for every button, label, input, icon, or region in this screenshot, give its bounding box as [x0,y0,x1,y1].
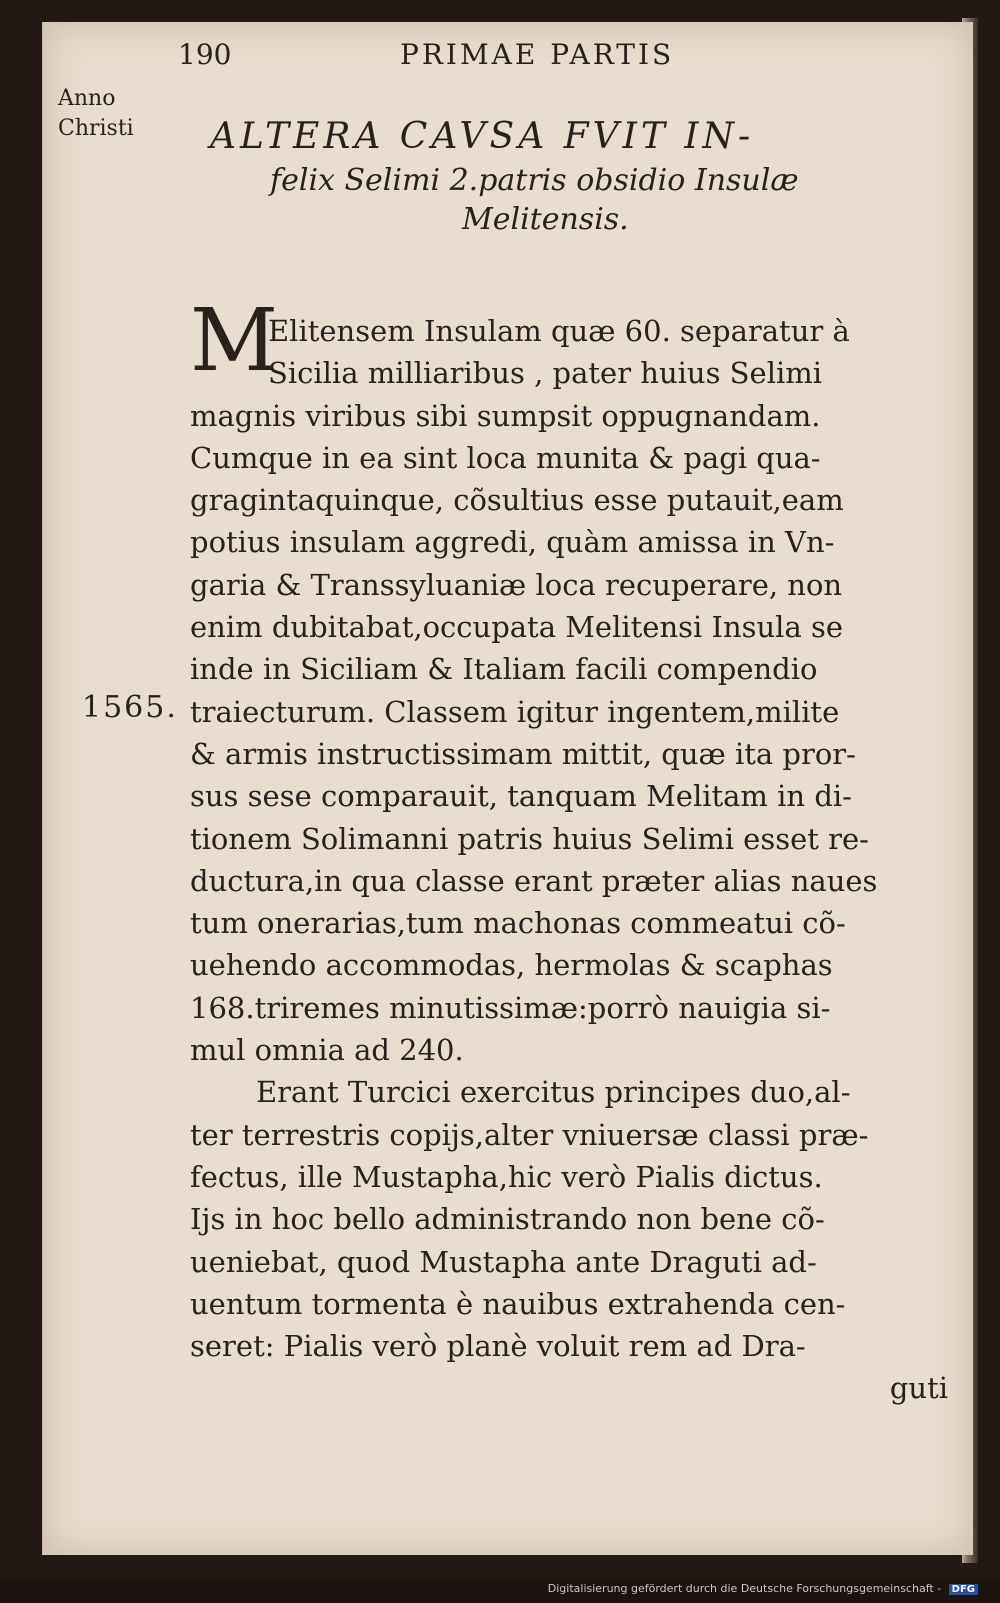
running-title: PRIMAE PARTIS [400,38,675,71]
text-line: traiecturum. Classem igitur ingentem,milite [190,694,840,729]
heading-line-1: ALTERA CAVSA FVIT IN- [210,116,755,157]
text-line: garia & Transsyluaniæ loca recuperare, non [190,567,843,602]
body-text [190,291,960,1410]
dfg-logo: DFG [949,1584,978,1595]
text-line: ductura,in qua classe erant præter alias naues [190,863,878,898]
digitization-credit [548,1582,978,1595]
text-line: gragintaquinque, cõsultius esse putauit,eam [190,483,844,518]
text-line: Elitensem Insulam quæ 60. separatur à [268,314,850,348]
text-line: Ijs in hoc bello administrando non bene cõ- [190,1202,825,1237]
text-line: tionem Solimanni patris huius Selimi esset re- [190,821,869,856]
text-line: magnis viribus sibi sumpsit oppugnandam. [190,398,821,433]
text-line: Cumque in ea sint loca munita & pagi qua- [190,440,821,475]
chapter-heading [210,116,970,237]
text-line: 168.triremes minutissimæ:porrò nauigia si- [190,990,831,1025]
margin-year: 1565. [82,690,178,725]
paragraph-1 [190,291,960,1071]
digitization-text: Digitalisierung gefördert durch die Deutsche Forschungsgemeinschaft - [547,1582,942,1595]
text-line: ueniebat, quod Mustapha ante Draguti ad- [190,1244,817,1279]
text-line: mul omnia ad 240. [190,1033,464,1068]
text-line: potius insulam aggredi, quàm amissa in Vn- [190,525,835,560]
heading-line-2: felix Selimi 2.patris obsidio Insulæ [270,163,799,198]
text-line: Sicilia milliaribus , pater huius Selimi [268,356,823,391]
catchword: guti [889,1371,948,1406]
text-line: sus sese comparauit, tanquam Melitam in di- [190,779,852,814]
text-line: inde in Siciliam & Italiam facili compendio [190,652,818,687]
paragraph-2 [190,1071,960,1409]
drop-cap: M [190,291,279,391]
text-line: uehendo accommodas, hermolas & scaphas [190,948,833,983]
margin-note-anno: Anno [58,86,116,111]
text-line: tum onerarias,tum machonas commeatui cõ- [190,906,846,941]
text-line: ter terrestris copijs,alter vniuersæ classi præ- [190,1117,869,1152]
margin-note-christi: Christi [58,116,134,141]
text-line: & armis instructissimam mittit, quæ ita pror- [190,736,856,771]
text-line: seret: Pialis verò planè voluit rem ad Dra- [190,1329,806,1364]
text-line: Erant Turcici exercitus principes duo,al- [256,1075,851,1110]
page-number: 190 [178,38,232,71]
text-line: fectus, ille Mustapha,hic verò Pialis dictus. [190,1159,823,1194]
text-line: enim dubitabat,occupata Melitensi Insula se [190,610,844,645]
margin-note [58,84,134,144]
text-line: uentum tormenta è nauibus extrahenda cen- [190,1286,846,1321]
heading-line-3: Melitensis. [462,202,629,237]
